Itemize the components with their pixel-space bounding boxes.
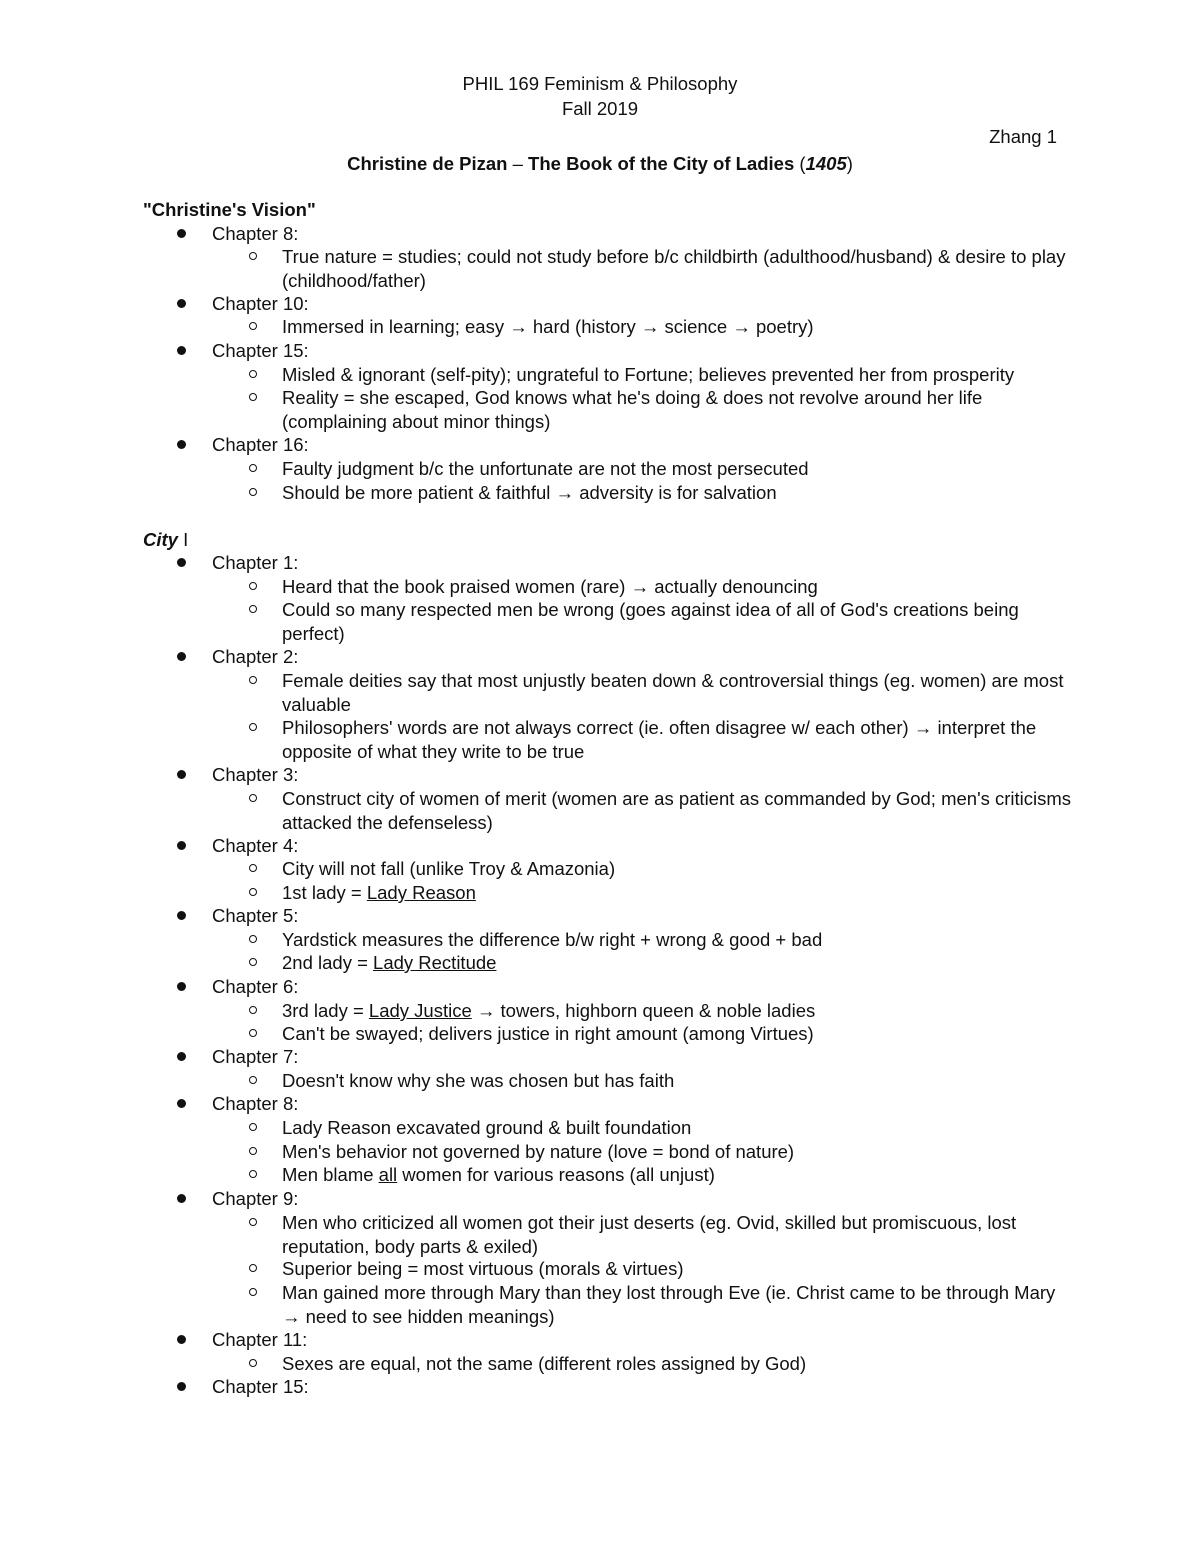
sub-bullet-icon: [249, 582, 257, 590]
sub-bullet-icon: [249, 1006, 257, 1014]
bullet-icon: [177, 440, 186, 449]
note-text: Man gained more through Mary than they lost through Eve (ie. Christ came to be through Mary → need to see hidden meanings): [282, 1282, 1056, 1327]
sub-bullet-icon: [249, 794, 257, 802]
bullet-icon: [177, 1382, 186, 1391]
chapter-label: Chapter 6:: [212, 976, 299, 997]
lady-name: Lady Justice: [368, 1000, 472, 1021]
sub-bullet-icon: [249, 393, 257, 401]
note-text: [282, 999, 1072, 1023]
sub-bullet-icon: [249, 252, 257, 260]
note-text: Faulty judgment b/c the unfortunate are not the most persecuted: [282, 458, 809, 479]
note-text: Misled & ignorant (self-pity); ungrateful to Fortune; believes prevented her from prosperity: [282, 364, 1015, 385]
sub-bullet-icon: [249, 1029, 257, 1037]
page-label: Zhang 1: [989, 126, 1057, 147]
chapter-label: Chapter 15:: [212, 1376, 309, 1397]
bullet-icon: [177, 1335, 186, 1344]
heading-rest: I: [177, 529, 189, 550]
blame-prefix: Men blame: [282, 1164, 379, 1185]
sub-bullet-icon: [249, 488, 257, 496]
title-dash: –: [507, 153, 529, 174]
sub-bullet-icon: [249, 605, 257, 613]
blame-suffix: women for various reasons (all unjust): [397, 1164, 715, 1185]
sub-bullet-icon: [249, 1264, 257, 1272]
chapter-label: Chapter 10:: [212, 293, 309, 314]
lady-prefix: 1st lady =: [282, 882, 367, 903]
note-text: Yardstick measures the difference b/w right + wrong & good + bad: [282, 929, 823, 950]
note-text: Superior being = most virtuous (morals & virtues): [282, 1258, 684, 1279]
note-text: [282, 951, 1072, 975]
sub-bullet-icon: [249, 1170, 257, 1178]
sub-bullet-icon: [249, 864, 257, 872]
title-author: Christine de Pizan: [347, 153, 508, 174]
chapter-label: Chapter 8:: [212, 1093, 299, 1114]
section-heading-vision: "Christine's Vision": [143, 199, 316, 220]
note-text: City will not fall (unlike Troy & Amazonia): [282, 858, 616, 879]
lady-name: Lady Reason: [366, 882, 476, 903]
sub-bullet-icon: [249, 1288, 257, 1296]
bullet-icon: [177, 229, 186, 238]
note-text: Philosophers' words are not always correct (ie. often disagree w/ each other) → interpret the opposite of what they write to be true: [282, 717, 1037, 762]
chapter-label: Chapter 1:: [212, 552, 299, 573]
chapter-label: Chapter 8:: [212, 223, 299, 244]
chapter-label: Chapter 2:: [212, 646, 299, 667]
note-text: Lady Reason excavated ground & built foundation: [282, 1117, 692, 1138]
note-text: Heard that the book praised women (rare) → actually denouncing: [282, 576, 818, 597]
note-text: [282, 1163, 1072, 1187]
note-text: Construct city of women of merit (women are as patient as commanded by God; men's criticisms attacked the defenseless): [282, 788, 1072, 833]
title-paren-close: ): [846, 153, 853, 174]
sub-bullet-icon: [249, 1123, 257, 1131]
note-text: Doesn't know why she was chosen but has faith: [282, 1070, 675, 1091]
chapter-label: Chapter 5:: [212, 905, 299, 926]
sub-bullet-icon: [249, 935, 257, 943]
note-text: Reality = she escaped, God knows what he's doing & does not revolve around her life (complaining about minor things): [282, 387, 983, 432]
bullet-icon: [177, 652, 186, 661]
heading-italic: City: [143, 529, 178, 550]
sub-bullet-icon: [249, 676, 257, 684]
title-paren-open: (: [794, 153, 806, 174]
bullet-icon: [177, 299, 186, 308]
document-title: [0, 152, 1200, 176]
sub-bullet-icon: [249, 1359, 257, 1367]
sub-bullet-icon: [249, 370, 257, 378]
bullet-icon: [177, 841, 186, 850]
bullet-icon: [177, 346, 186, 355]
sub-bullet-icon: [249, 1076, 257, 1084]
chapter-label: Chapter 3:: [212, 764, 299, 785]
bullet-icon: [177, 1194, 186, 1203]
note-text: Could so many respected men be wrong (goes against idea of all of God's creations being perfect): [282, 599, 1019, 644]
chapter-label: Chapter 9:: [212, 1188, 299, 1209]
bullet-icon: [177, 558, 186, 567]
lady-name: Lady Rectitude: [373, 952, 497, 973]
bullet-icon: [177, 770, 186, 779]
note-text: True nature = studies; could not study before b/c childbirth (adulthood/husband) & desire to play (childhood/father): [282, 246, 1066, 291]
term: Fall 2019: [561, 98, 639, 119]
lady-prefix: 3rd lady =: [282, 1000, 369, 1021]
sub-bullet-icon: [249, 322, 257, 330]
bullet-icon: [177, 911, 186, 920]
title-year: 1405: [805, 153, 847, 174]
sub-bullet-icon: [249, 1218, 257, 1226]
note-text: Sexes are equal, not the same (different roles assigned by God): [282, 1353, 807, 1374]
chapter-label: Chapter 16:: [212, 434, 309, 455]
lady-suffix: → towers, highborn queen & noble ladies: [471, 1000, 816, 1021]
lady-prefix: 2nd lady =: [282, 952, 374, 973]
chapter-label: Chapter 11:: [212, 1329, 308, 1350]
chapter-label: Chapter 15:: [212, 340, 309, 361]
sub-bullet-icon: [249, 1147, 257, 1155]
blame-underlined: all: [378, 1164, 398, 1185]
section-heading-city: [143, 528, 188, 552]
bullet-icon: [177, 1052, 186, 1061]
bullet-icon: [177, 1099, 186, 1108]
note-text: Female deities say that most unjustly beaten down & controversial things (eg. women) are most valuable: [282, 670, 1064, 715]
chapter-label: Chapter 7:: [212, 1046, 299, 1067]
sub-bullet-icon: [249, 723, 257, 731]
note-text: Men's behavior not governed by nature (love = bond of nature): [282, 1141, 795, 1162]
note-text: Immersed in learning; easy → hard (history → science → poetry): [282, 316, 814, 337]
sub-bullet-icon: [249, 958, 257, 966]
title-book: The Book of the City of Ladies: [528, 153, 795, 174]
sub-bullet-icon: [249, 464, 257, 472]
note-text: Can't be swayed; delivers justice in right amount (among Virtues): [282, 1023, 814, 1044]
chapter-label: Chapter 4:: [212, 835, 299, 856]
note-text: [282, 881, 1072, 905]
note-text: Should be more patient & faithful → adversity is for salvation: [282, 482, 777, 503]
course-title: PHIL 169 Feminism & Philosophy: [462, 73, 738, 94]
sub-bullet-icon: [249, 888, 257, 896]
bullet-icon: [177, 982, 186, 991]
note-text: Men who criticized all women got their just deserts (eg. Ovid, skilled but promiscuous, lost reputation, body parts & exiled): [282, 1212, 1017, 1257]
